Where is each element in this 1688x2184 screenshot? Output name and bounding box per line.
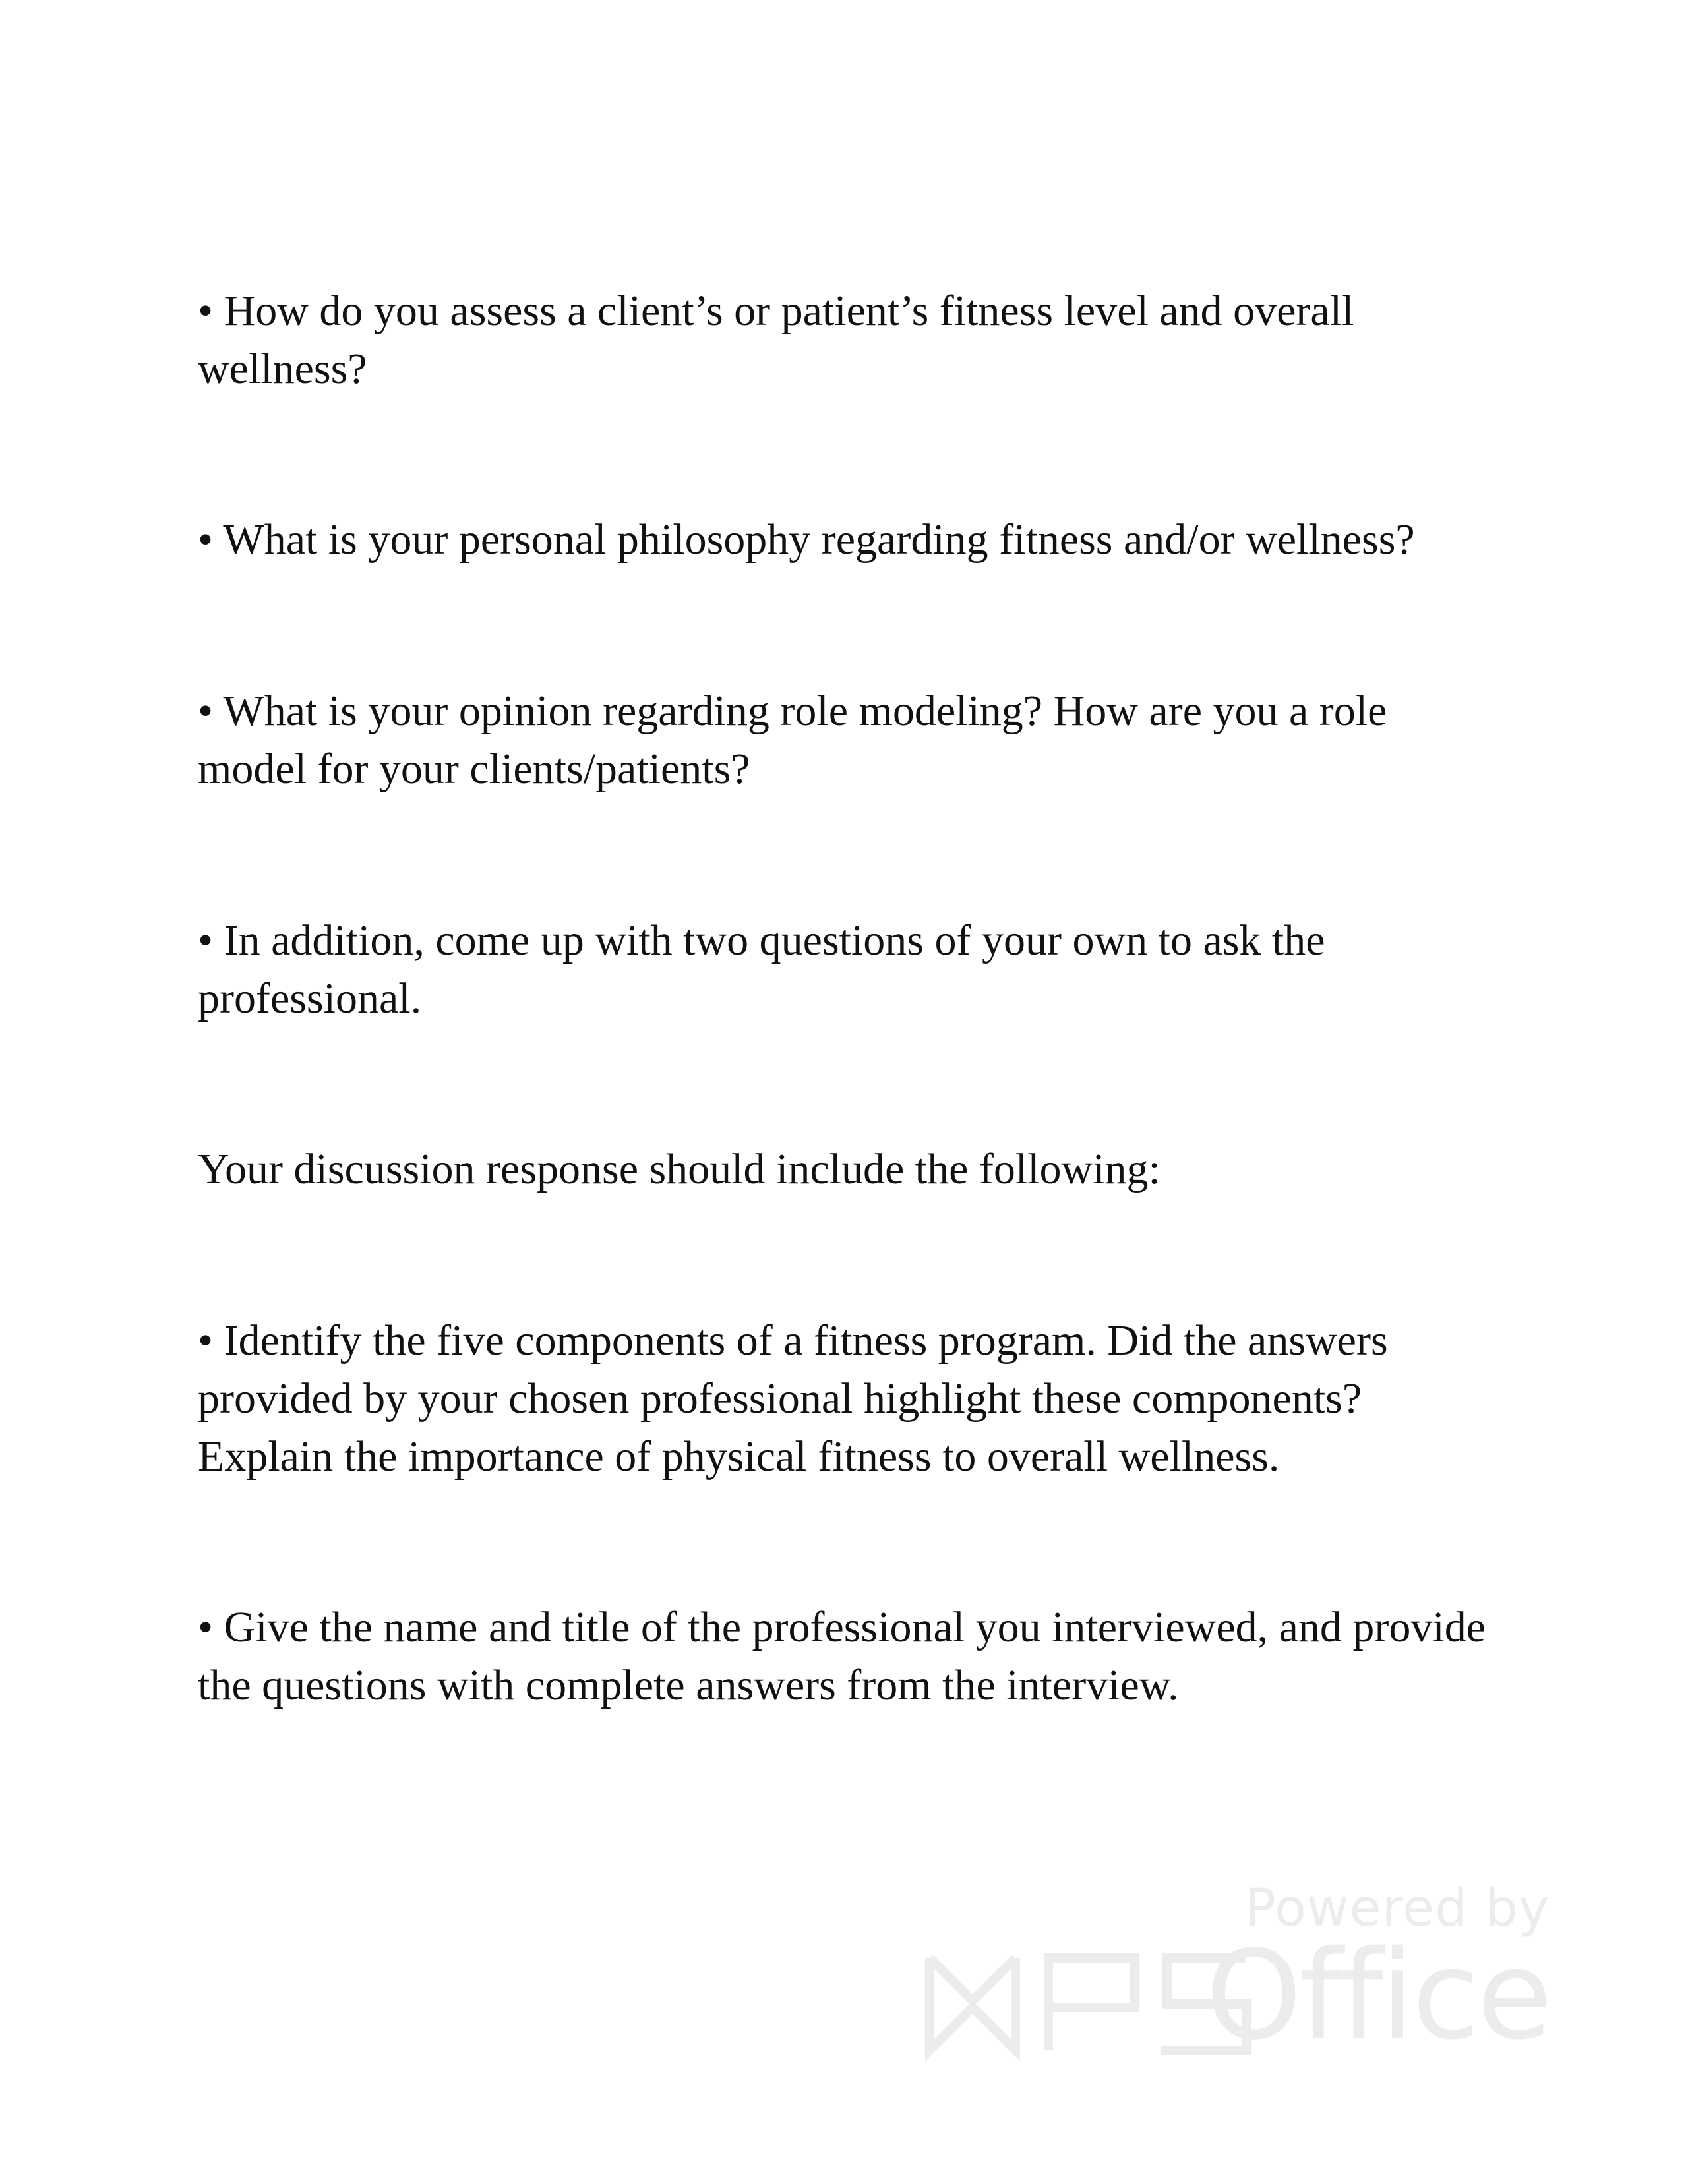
bullet-own-questions: • In addition, come up with two questions of your own to ask the professional.	[198, 916, 1337, 1022]
response-heading: Your discussion response should include the following:	[198, 1145, 1160, 1193]
bullet-role-modeling: • What is your opinion regarding role modeling? How are you a role model for your clients/patients?	[198, 687, 1398, 793]
watermark-office: Office	[1205, 1924, 1550, 2067]
bullet-assess-fitness: • How do you assess a client’s or patient’s fitness level and overall wellness?	[198, 287, 1365, 393]
bullet-name-title: • Give the name and title of the professional you interviewed, and provide the questions with complete answers from the interview.	[198, 1603, 1497, 1709]
watermark-powered-by: Powered by	[1244, 1879, 1550, 1938]
wps-office-watermark	[917, 1879, 1550, 2067]
bullet-personal-philosophy: • What is your personal philosophy regarding fitness and/or wellness?	[198, 516, 1415, 564]
bullet-five-components: • Identify the five components of a fitness program. Did the answers provided by your chosen professional highlight these components? Explain the importance of physical fitness to overall wellness.	[198, 1316, 1399, 1481]
